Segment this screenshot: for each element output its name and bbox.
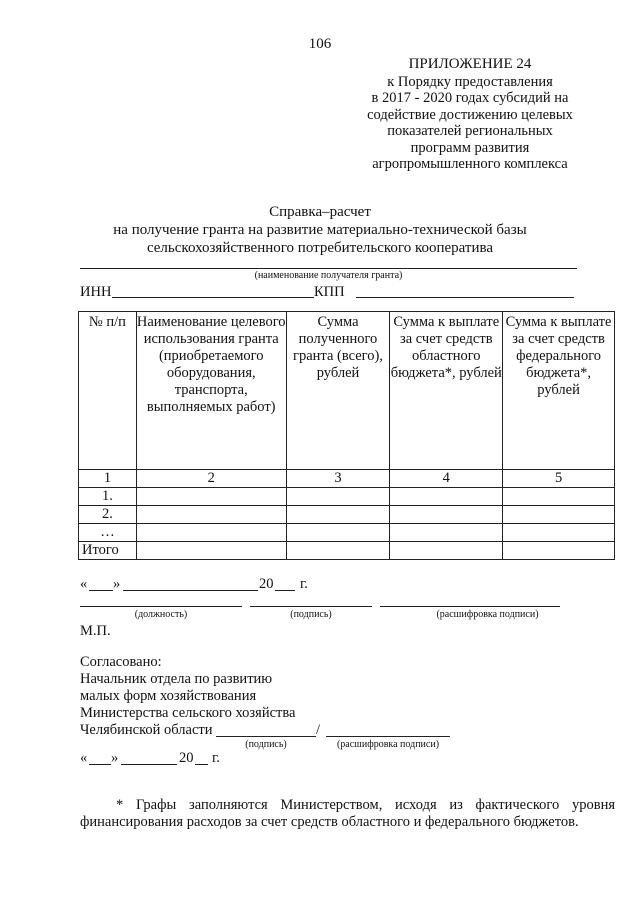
signature-line bbox=[250, 606, 372, 607]
appendix-line: агропромышленного комплекса bbox=[372, 156, 568, 172]
approval-date-open-quote: « bbox=[80, 750, 88, 766]
appendix-line: содействие достижению целевых bbox=[367, 106, 573, 123]
kpp-label: КПП bbox=[314, 284, 345, 300]
date-close-quote: » bbox=[113, 576, 121, 592]
title-line: на получение гранта на развитие материально-технической базы bbox=[113, 222, 527, 238]
position-line bbox=[80, 606, 242, 607]
table-header-row bbox=[79, 312, 615, 470]
header-cell: Сумма к выплате за счет средств областного бюджета*, рублей bbox=[390, 312, 503, 470]
approval-date-day-line bbox=[89, 764, 111, 765]
table-row bbox=[79, 524, 615, 542]
column-number: 4 bbox=[390, 470, 503, 488]
table-cell bbox=[286, 542, 390, 560]
approval-date-month-line bbox=[121, 764, 177, 765]
header-cell: № п/п bbox=[79, 312, 137, 470]
decoding-line bbox=[380, 606, 560, 607]
approval-date-year-prefix: 20 bbox=[179, 750, 194, 766]
approval-date-year-suffix: г. bbox=[212, 750, 220, 766]
table-cell bbox=[503, 488, 615, 506]
kpp-line bbox=[356, 297, 574, 298]
appendix-line: к Порядку предоставления bbox=[387, 73, 553, 90]
table-cell bbox=[286, 488, 390, 506]
header-cell: Наименование целевого использования гранта (приобретаемого оборудования, транспорта, выполняемых работ) bbox=[136, 312, 286, 470]
approval-block bbox=[80, 654, 295, 722]
row-label: 1. bbox=[79, 488, 137, 506]
table-cell bbox=[286, 506, 390, 524]
inn-line bbox=[112, 297, 314, 298]
date-day-line bbox=[89, 590, 113, 591]
table-cell bbox=[503, 506, 615, 524]
table-cell bbox=[390, 524, 503, 542]
column-number: 5 bbox=[503, 470, 615, 488]
header-cell: Сумма к выплате за счет средств федерального бюджета*, рублей bbox=[503, 312, 615, 470]
approval-signature-caption: (подпись) bbox=[245, 739, 287, 750]
approval-decoding-line bbox=[326, 736, 450, 737]
appendix-line: программ развития bbox=[410, 139, 530, 156]
inn-label: ИНН bbox=[80, 284, 112, 300]
position-caption: (должность) bbox=[134, 609, 188, 620]
document-title bbox=[0, 203, 640, 257]
date-year-suffix: г. bbox=[300, 576, 308, 592]
date-open-quote: « bbox=[80, 576, 88, 592]
table-cell bbox=[390, 488, 503, 506]
table-cell bbox=[286, 524, 390, 542]
approval-slash: / bbox=[316, 722, 321, 738]
row-label: 2. bbox=[79, 506, 137, 524]
header-cell: Сумма полученного гранта (всего), рублей bbox=[286, 312, 390, 470]
title-line: Справка–расчет bbox=[269, 204, 371, 220]
date-year-line bbox=[275, 590, 295, 591]
approval-date-year-line bbox=[195, 764, 208, 765]
column-number: 2 bbox=[136, 470, 286, 488]
page-number: 106 bbox=[308, 36, 332, 52]
table-cell bbox=[136, 506, 286, 524]
approval-agreed: Согласовано: bbox=[80, 654, 162, 670]
approval-date-close-quote: » bbox=[111, 750, 119, 766]
column-number: 3 bbox=[286, 470, 390, 488]
title-line: сельскохозяйственного потребительского кооператива bbox=[146, 240, 494, 256]
approval-region: Челябинской области bbox=[80, 722, 213, 738]
recipient-caption: (наименование получателя гранта) bbox=[254, 270, 403, 281]
row-label: … bbox=[79, 524, 137, 542]
stamp-label: М.П. bbox=[80, 623, 111, 639]
date-month-line bbox=[123, 590, 258, 591]
footnote bbox=[80, 797, 615, 831]
table-cell bbox=[136, 524, 286, 542]
approval-line: Министерства сельского хозяйства bbox=[80, 705, 296, 721]
approval-signature-line bbox=[216, 736, 316, 737]
table-cell bbox=[503, 524, 615, 542]
signature-caption: (подпись) bbox=[290, 609, 332, 620]
decoding-caption: (расшифровка подписи) bbox=[436, 609, 539, 620]
grant-table bbox=[78, 311, 615, 560]
table-cell bbox=[136, 542, 286, 560]
recipient-line bbox=[80, 268, 577, 269]
table-cell bbox=[390, 542, 503, 560]
table-cell bbox=[503, 542, 615, 560]
appendix-heading: ПРИЛОЖЕНИЕ 24 bbox=[408, 56, 532, 72]
table-total-row bbox=[79, 542, 615, 560]
table-number-row bbox=[79, 470, 615, 488]
column-number: 1 bbox=[79, 470, 137, 488]
appendix-line: в 2017 - 2020 годах субсидий на bbox=[371, 90, 569, 106]
table-cell bbox=[390, 506, 503, 524]
approval-line: малых форм хозяйствования bbox=[80, 688, 257, 704]
table-row bbox=[79, 488, 615, 506]
table-cell bbox=[136, 488, 286, 506]
approval-decoding-caption: (расшифровка подписи) bbox=[336, 739, 440, 750]
footnote-text: * Графы заполняются Министерством, исходя из фактического уровня финансирования расходов за счет средств областного и федерального бюджетов. bbox=[80, 797, 615, 830]
row-label: Итого bbox=[79, 542, 137, 560]
appendix-line: показателей региональных bbox=[387, 123, 553, 139]
table-row bbox=[79, 506, 615, 524]
date-year-prefix: 20 bbox=[259, 576, 274, 592]
approval-line: Начальник отдела по развитию bbox=[80, 671, 273, 687]
appendix-block bbox=[340, 56, 600, 173]
